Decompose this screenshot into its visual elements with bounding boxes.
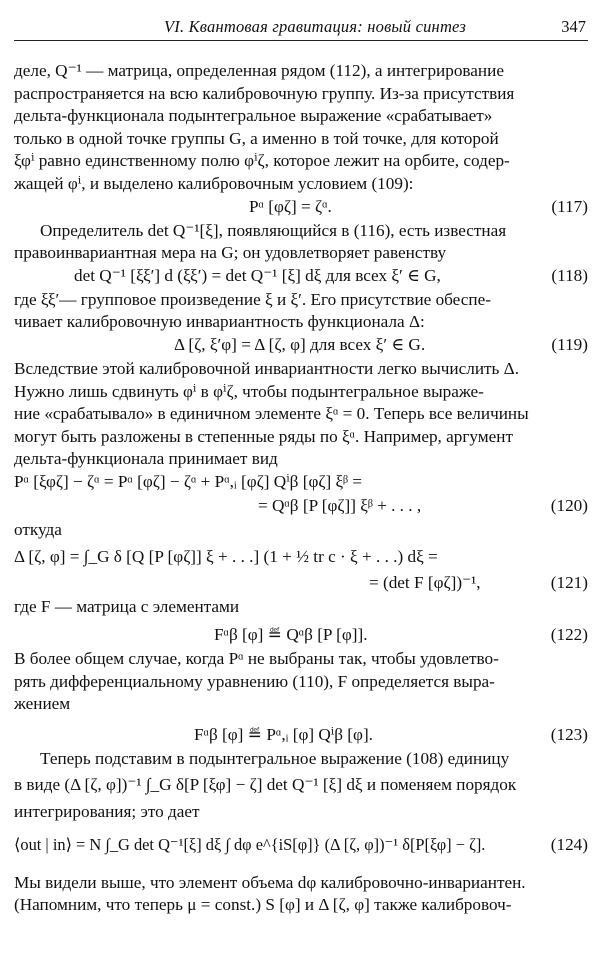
equation-number: (121) [550,572,588,592]
equation-124 [14,824,590,864]
equation-118 [14,265,590,289]
text-line: Определитель det Q⁻¹[ξ], появляющийся в (116), есть известная [40,220,507,240]
equation-formula: Fᵅβ [φ] ≝ Qᵅβ [P [φ]]. [214,625,368,645]
text-line: жащей φⁱ, и выделено калибровочным условием (109): [14,173,414,193]
page-body [14,60,590,917]
text-line: дельта-функционала принимает вид [14,449,278,469]
text-line: где F — матрица с элементами [14,596,240,616]
equation-formula: Pᵅ [φζ] = ζᵅ. [249,196,332,216]
equation-number: (122) [550,625,588,645]
equation-formula: Fᵅβ [φ] ≝ Pᵅ,ᵢ [φ] Qⁱβ [φ]. [194,724,373,744]
text-line: могут быть разложены в степенные ряды по ξᵅ. Например, аргумент [14,426,513,446]
equation-123 [14,716,590,748]
text-line: чивает калибровочную инвариантность функционала Δ: [14,312,425,332]
equation-121-line-1 [14,542,590,572]
running-header [14,14,588,41]
equation-number: (118) [551,265,588,285]
equation-formula: Pᵅ [ξφζ] − ζᵅ = Pᵅ [φζ] − ζᵅ + Pᵅ,ᵢ [φζ] Qⁱβ [φζ] ξᵝ = [14,471,363,491]
text-line: Нужно лишь сдвинуть φⁱ в φⁱζ, чтобы подынтегральное выраже- [14,381,484,401]
equation-120-line-2 [14,495,590,519]
text-line: дельта-функционала подынтегральное выражение «срабатывает» [14,106,493,126]
text-line: жением [14,694,71,714]
equation-formula: det Q⁻¹ [ξξ′] d (ξξ′) = det Q⁻¹ [ξ] dξ для всех ξ′ ∈ G, [74,265,441,285]
text-line: откуда [14,519,62,539]
equation-formula: = Qᵅβ [P [φζ]] ξᵝ + . . . , [258,495,422,515]
equation-formula: = (det F [φζ])⁻¹, [369,572,481,592]
equation-121-line-2 [14,572,590,596]
equation-122 [14,618,590,648]
text-line: деле, Q⁻¹ — матрица, определенная рядом (112), а интегрирование [14,61,504,80]
text-line: ние «срабатывало» в единичном элементе ξᵅ = 0. Теперь все величины [14,404,529,424]
equation-number: (119) [551,334,588,354]
equation-number: (120) [550,495,588,515]
text-line: правоинвариантная мера на G; он удовлетворяет равенству [14,243,447,263]
text-line: распространяется на всю калибровочную группу. Из-за присутствия [14,83,515,103]
equation-formula: ⟨out | in⟩ = N ∫_G det Q⁻¹[ξ] dξ ∫ dφ e^{iS[φ]} (Δ [ζ, φ])⁻¹ δ[P[ξφ] − ζ]. [14,834,486,854]
equation-119 [14,334,590,358]
text-line: Вследствие этой калибровочной инвариантности легко вычислить Δ. [14,358,520,378]
equation-number: (124) [550,834,588,854]
equation-formula: Δ [ζ, φ] = ∫_G δ [Q [P [φζ]] ξ + . . .] (1 + ½ tr c · ξ + . . .) dξ = [14,546,438,566]
equation-120-line-1 [14,471,590,495]
equation-number: (123) [550,724,588,744]
text-line: ξφⁱ равно единственному полю φⁱζ, которое лежит на орбите, содер- [14,151,510,171]
equation-formula: Δ [ζ, ξ′φ] = Δ [ζ, φ] для всех ξ′ ∈ G. [174,334,426,354]
text-line: Мы видели выше, что элемент объема dφ калибровочно-инвариантен. [14,872,526,892]
running-title: VI. Квантовая гравитация: новый синтез [164,17,466,36]
text-line: В более общем случае, когда Pᵅ не выбраны так, чтобы удовлетво- [14,649,499,669]
equation-117 [14,196,590,220]
text-line: где ξξ′— групповое произведение ξ и ξ′. Его присутствие обеспе- [14,289,491,309]
text-line: в виде (Δ [ζ, φ])⁻¹ ∫_G δ[P [ξφ] − ζ] det Q⁻¹ [ξ] dξ и поменяем порядок [14,775,517,795]
page-number: 347 [561,17,586,36]
text-line: рять дифференциальному уравнению (110), F определяется выра- [14,671,495,691]
equation-number: (117) [551,196,588,216]
text-line: только в одной точке группы G, а именно в той точке, для которой [14,128,499,148]
text-line: интегрирования; это дает [14,802,200,822]
text-line: Теперь подставим в подынтегральное выражение (108) единицу [40,748,510,768]
text-line: (Напомним, что теперь μ = const.) S [φ] и Δ [ζ, φ] также калибровоч- [14,895,512,915]
